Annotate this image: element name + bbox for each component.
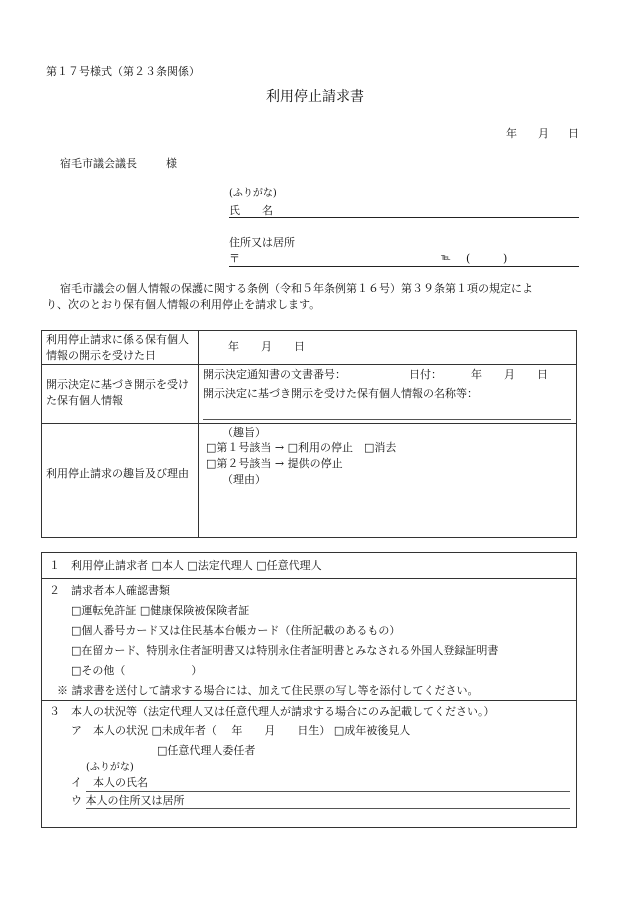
date-year: 年 (506, 127, 517, 140)
date-month: 月 (538, 127, 549, 140)
principal-address-label: ウ 本人の住所又は居所 (71, 794, 185, 807)
honorific: 様 (166, 157, 177, 170)
furigana-label: (ふりがな) (229, 188, 277, 199)
tel-paren-close: ) (503, 252, 508, 265)
reason-label: （理由） (222, 473, 266, 486)
intro-text-line1: 宿毛市議会の個人情報の保護に関する条例（令和５年条例第１６号）第３９条第１項の規定によ (60, 282, 533, 295)
address-field[interactable] (229, 266, 579, 267)
table-row-line (41, 364, 577, 365)
doc-number-field[interactable]: 開示決定通知書の文書番号： (203, 368, 346, 381)
purpose-label: （趣旨） (222, 426, 266, 439)
table-row-line (41, 700, 577, 701)
principal-name-label: イ 本人の氏名 (71, 776, 148, 789)
disclosure-date-field[interactable]: 年 月 日 (228, 340, 305, 353)
name-field[interactable] (229, 217, 579, 218)
option-article2[interactable]: □第２号該当 → 提供の停止 (206, 457, 343, 470)
notice-date-field[interactable]: 年 月 日 (471, 368, 548, 381)
requester-type-row[interactable]: １ 利用停止請求者 □本人 □法定代理人 □任意代理人 (49, 559, 322, 572)
addressee: 宿毛市議会議長 (60, 157, 137, 170)
postal-mark: 〒 (229, 252, 240, 265)
info-name-field[interactable] (203, 419, 571, 420)
id-option-other[interactable]: □その他（ ） (71, 664, 203, 677)
principal-address-field[interactable] (86, 808, 570, 809)
id-option-mynumber[interactable]: □個人番号カード又は住民基本台帳カード（住所記載のあるもの） (71, 624, 401, 637)
table-row-line (41, 578, 577, 579)
id-option-license[interactable]: □運転免許証 □健康保険被保険者証 (71, 604, 250, 617)
tel-label: ℡ (441, 253, 451, 263)
name-label: 氏 名 (229, 204, 273, 217)
principal-status-options[interactable]: ア 本人の状況 □未成年者（ 年 月 日生） □成年被後見人 (71, 724, 411, 737)
page-title: 利用停止請求書 (266, 89, 364, 105)
tel-paren-open: ( (466, 252, 471, 265)
table-row-line (41, 423, 577, 424)
info-name-label: 開示決定に基づき開示を受けた保有個人情報の名称等： (203, 387, 478, 400)
intro-text-line2: り、次のとおり保有個人情報の利用停止を請求します。 (46, 298, 321, 311)
principal-furigana-label: (ふりがな) (86, 762, 134, 773)
table-divider (198, 330, 199, 538)
disclosed-info-label: 開示決定に基づき開示を受けた保有個人情報 (46, 378, 189, 407)
id-documents-title: ２ 請求者本人確認書類 (49, 584, 170, 597)
notice-date-label: 日付： (409, 368, 442, 381)
disclosure-date-label: 利用停止請求に係る保有個人情報の開示を受けた日 (46, 333, 189, 362)
form-number: 第１７号様式（第２３条関係） (46, 65, 200, 78)
date-day: 日 (568, 127, 579, 140)
principal-name-field[interactable] (86, 791, 570, 792)
address-label: 住所又は居所 (229, 236, 295, 249)
principal-status-delegator[interactable]: □任意代理人委任者 (157, 744, 256, 757)
principal-status-title: ３ 本人の状況等（法定代理人又は任意代理人が請求する場合にのみ記載してください。） (49, 705, 495, 718)
option-article1[interactable]: □第１号該当 → □利用の停止 □消去 (206, 441, 397, 454)
id-option-residence[interactable]: □在留カード、特別永住者証明書又は特別永住者証明書とみなされる外国人登録証明書 (71, 644, 499, 657)
purpose-reason-label: 利用停止請求の趣旨及び理由 (46, 467, 189, 480)
id-documents-note: ※ 請求書を送付して請求する場合には、加えて住民票の写し等を添付してください。 (57, 684, 479, 697)
